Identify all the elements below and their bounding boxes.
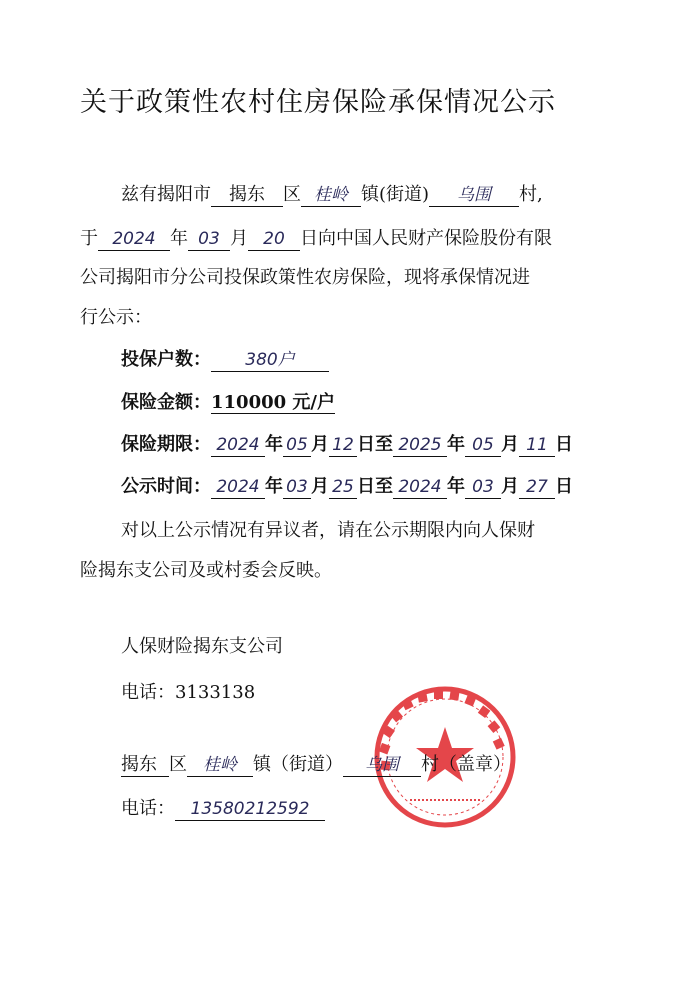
- period-end-year: 2025: [393, 434, 447, 457]
- period-end-day: 11: [519, 434, 555, 457]
- amount-value: 110000 元/户: [211, 392, 335, 413]
- intro-month: 03: [188, 228, 230, 251]
- page-title: 关于政策性农村住房保险承保情况公示: [80, 87, 556, 118]
- households-value: 380户: [211, 349, 329, 372]
- notice-row: [121, 472, 573, 499]
- period-start-year: 2024: [211, 434, 265, 457]
- intro-day-suffix: 日向中国人民财产保险股份有限: [300, 228, 552, 249]
- period-start-month: 05: [283, 434, 311, 457]
- intro-lead: 兹有揭阳市: [121, 184, 211, 205]
- notice-start-year: 2024: [211, 476, 265, 499]
- notice-end-month: 03: [465, 476, 501, 499]
- households-label: 投保户数：: [121, 349, 211, 370]
- objection-line-1: 对以上公示情况有异议者，请在公示期限内向人保财: [121, 520, 535, 541]
- period-to: 日至: [357, 434, 393, 455]
- intro-district: 揭东: [211, 184, 283, 207]
- notice-end-day-unit: 日: [555, 476, 573, 497]
- committee-village-suffix: 村（盖章）: [421, 754, 511, 775]
- intro-line-3: 公司揭阳市分公司投保政策性农房保险，现将承保情况进: [80, 267, 530, 288]
- intro-line-2: [80, 224, 552, 251]
- period-end-year-unit: 年: [447, 434, 465, 455]
- intro-day: 20: [248, 228, 300, 251]
- period-year-unit: 年: [265, 434, 283, 455]
- notice-to: 日至: [357, 476, 393, 497]
- period-month-unit: 月: [311, 434, 329, 455]
- notice-end-day: 27: [519, 476, 555, 499]
- company-phone: 3133138: [175, 682, 256, 703]
- committee-phone-row: [121, 794, 325, 821]
- committee-town: 桂岭: [187, 754, 253, 777]
- company-phone-row: [121, 678, 255, 704]
- intro-village-suffix: 村,: [519, 184, 543, 205]
- intro-year: 2024: [98, 228, 170, 251]
- company-name: 人保财险揭东支公司: [121, 636, 283, 657]
- period-end-day-unit: 日: [555, 434, 573, 455]
- intro-month-suffix: 月: [230, 228, 248, 249]
- intro-town: 桂岭: [301, 184, 361, 207]
- notice-start-month: 03: [283, 476, 311, 499]
- notice-month-unit: 月: [311, 476, 329, 497]
- company-phone-label: 电话：: [121, 682, 175, 703]
- intro-year-suffix: 年: [170, 228, 188, 249]
- notice-end-year: 2024: [393, 476, 447, 499]
- intro-line-1: [121, 180, 543, 207]
- committee-district-suffix: 区: [169, 754, 187, 775]
- amount-row: [121, 388, 335, 414]
- objection-line-2: 险揭东支公司及或村委会反映。: [80, 560, 332, 581]
- committee-row: [121, 750, 511, 777]
- period-start-day: 12: [329, 434, 357, 457]
- period-end-month: 05: [465, 434, 501, 457]
- committee-district: 揭东: [121, 750, 169, 777]
- notice-label: 公示时间：: [121, 476, 211, 497]
- notice-year-unit: 年: [265, 476, 283, 497]
- period-row: [121, 430, 573, 457]
- intro-district-suffix: 区: [283, 184, 301, 205]
- notice-start-day: 25: [329, 476, 357, 499]
- committee-village: 乌围: [343, 754, 421, 777]
- amount-label: 保险金额：: [121, 392, 211, 413]
- notice-end-year-unit: 年: [447, 476, 465, 497]
- committee-town-suffix: 镇（街道）: [253, 754, 343, 775]
- period-end-month-unit: 月: [501, 434, 519, 455]
- committee-phone: 13580212592: [175, 798, 325, 821]
- intro-village: 乌围: [429, 184, 519, 207]
- intro-line-4: 行公示：: [80, 307, 152, 328]
- intro-town-suffix: 镇(街道): [361, 184, 430, 205]
- period-label: 保险期限：: [121, 434, 211, 455]
- committee-phone-label: 电话：: [121, 798, 175, 819]
- notice-end-month-unit: 月: [501, 476, 519, 497]
- intro-yu: 于: [80, 228, 98, 249]
- households-row: [121, 345, 329, 372]
